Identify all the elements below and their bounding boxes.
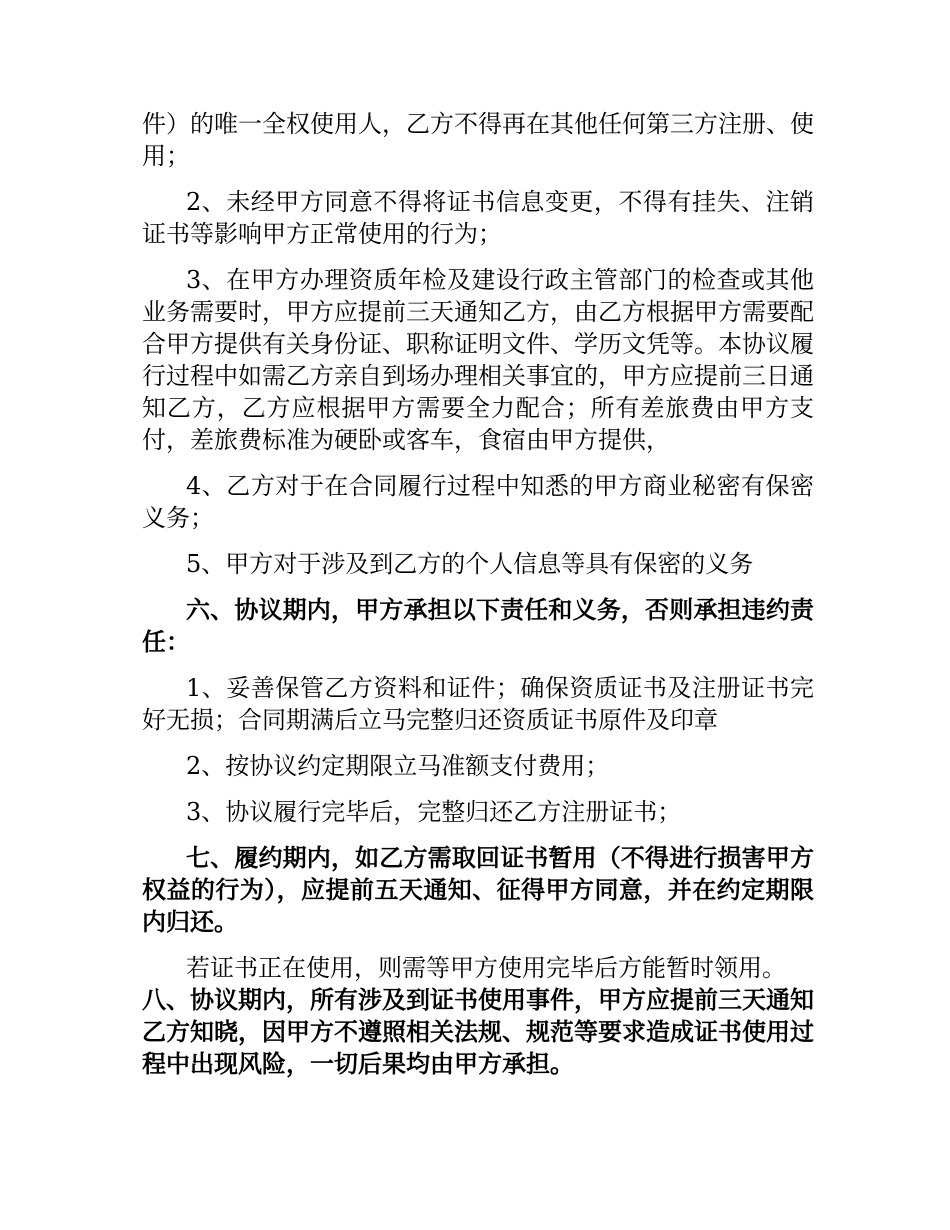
paragraph-section6-item-1: 1、妥善保管乙方资料和证件；确保资质证书及注册证书完好无损；合同期满后立马完整归还资质证书原件及印章 [142, 674, 814, 734]
paragraph-section6-item-2: 2、按协议约定期限立马准额支付费用； [186, 752, 610, 780]
paragraph-item-5: 5、甲方对于涉及到乙方的个人信息等具有保密的义务 [186, 550, 754, 578]
section-heading-8: 八、协议期内，所有涉及到证书使用事件，甲方应提前三天通知乙方知晓，因甲方不遵照相关法规、规范等要求造成证书使用过程中出现风险，一切后果均由甲方承担。 [142, 985, 814, 1078]
section-heading-7: 七、履约期内，如乙方需取回证书暂用（不得进行损害甲方权益的行为），应提前五天通知、征得甲方同意，并在约定期限内归还。 [142, 843, 814, 936]
paragraph-section6-item-3: 3、协议履行完毕后，完整归还乙方注册证书； [186, 798, 682, 826]
paragraph-continuation: 件）的唯一全权使用人，乙方不得再在其他任何第三方注册、使用； [142, 110, 814, 170]
document-page [142, 108, 814, 1094]
section-heading-6: 六、协议期内，甲方承担以下责任和义务，否则承担违约责任： [142, 595, 814, 656]
paragraph-certificate-in-use: 若证书正在使用，则需等甲方使用完毕后方能暂时领用。 [186, 954, 786, 982]
paragraph-item-2: 2、未经甲方同意不得将证书信息变更，不得有挂失、注销证书等影响甲方正常使用的行为； [142, 188, 814, 248]
paragraph-item-3: 3、在甲方办理资质年检及建设行政主管部门的检查或其他业务需要时，甲方应提前三天通知乙方，由乙方根据甲方需要配合甲方提供有关身份证、职称证明文件、学历文凭等。本协议履行过程中如需乙方亲自到场办理相关事宜的，甲方应提前三日通知乙方，乙方应根据甲方需要全力配合；所有差旅费由甲方支付，差旅费标准为硬卧或客车，食宿由甲方提供， [142, 266, 814, 454]
paragraph-item-4: 4、乙方对于在合同履行过程中知悉的甲方商业秘密有保密义务； [142, 472, 814, 532]
